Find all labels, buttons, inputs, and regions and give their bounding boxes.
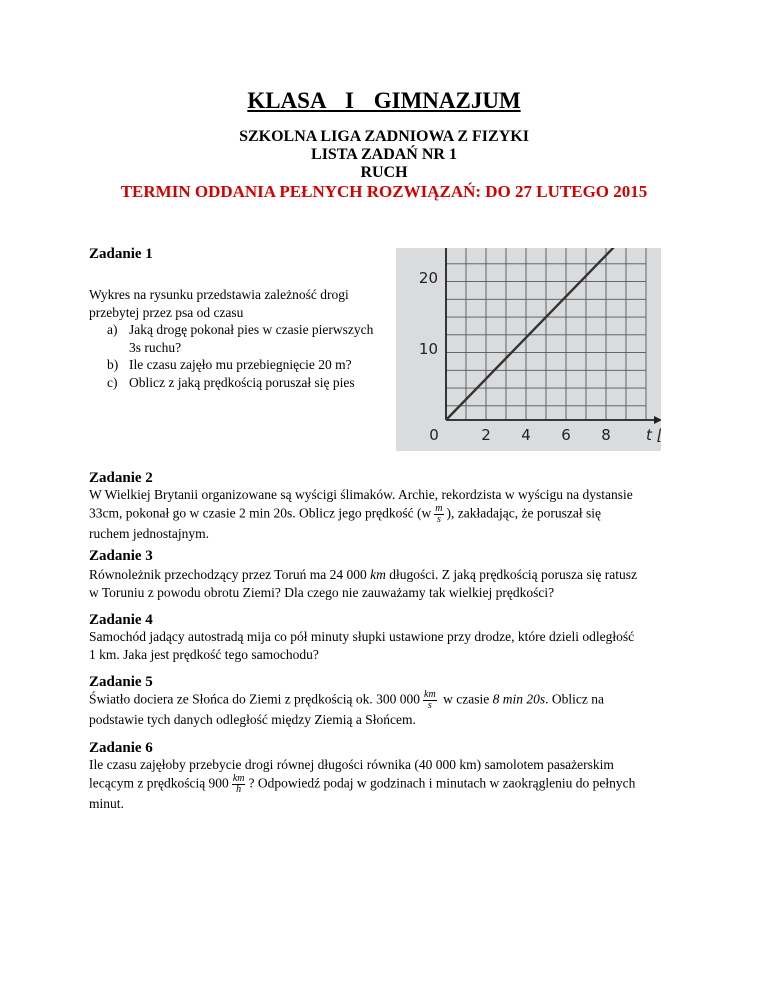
x-tick-label: 2 <box>481 426 491 444</box>
unit-km-per-s: $\frac{km}{s}$ <box>424 689 436 711</box>
x-axis-arrow <box>654 416 661 424</box>
task-4-body <box>89 628 699 663</box>
deadline: TERMIN ODDANIA PEŁNYCH ROZWIĄZAŃ: DO 27 LUTEGO 2015 <box>120 182 648 201</box>
unit-m-per-s: $\frac{m}{s}$ <box>435 502 443 525</box>
task-6-line2: lecącym z prędkością 900 $\frac{km}{h}$ ? Odpowiedź podaj w godzinach i minutach w zaokrągleniu do pełnych <box>89 772 636 795</box>
unit-km-per-h: $\frac{km}{h}$ <box>232 772 245 795</box>
task-1-item-c: c) Oblicz z jaką prędkością poruszał się pies <box>107 374 355 390</box>
task-2-line2: 33cm, pokonał go w czasie 2 min 20s. Oblicz jego prędkość (w $\frac{m}{s}$ ), zakładając, że poruszał się <box>89 502 601 525</box>
task-2-title: Zadanie 2 <box>89 470 153 486</box>
task-5-title: Zadanie 5 <box>89 674 153 690</box>
task-4-line1: Samochód jadący autostradą mija co pół minuty słupki ustawione przy drodze, które dzieli odległość <box>89 629 635 644</box>
task-5-line1: Światło dociera ze Słońca do Ziemi z prędkością ok. 300 000 $\frac{km}{s}$ w czasie 8 min 20s. Oblicz na <box>89 689 604 711</box>
league-title: SZKOLNA LIGA ZADNIOWA Z FIZYKI <box>239 128 529 145</box>
list-title: LISTA ZADAŃ NR 1 <box>311 146 457 163</box>
task-2-line1: W Wielkiej Brytanii organizowane są wyścigi ślimaków. Archie, rekordzista w wyścigu na dystansie <box>89 487 633 502</box>
task-4-line2: 1 km. Jaka jest prędkość tego samochodu? <box>89 646 319 662</box>
task-2-body <box>89 486 689 542</box>
task-4-title: Zadanie 4 <box>89 612 153 628</box>
task-5-line2: podstawie tych danych odległość między Ziemią a Słońcem. <box>89 712 416 727</box>
task-6-line3: minut. <box>89 795 124 811</box>
task-6-title: Zadanie 6 <box>89 740 153 756</box>
topic-title: RUCH <box>360 164 408 181</box>
x-tick-label: 6 <box>561 426 571 444</box>
task-3-title: Zadanie 3 <box>89 548 153 564</box>
chart-svg <box>396 248 661 451</box>
x-tick-label: 8 <box>601 426 611 444</box>
x-axis-label: t <box>646 426 652 444</box>
class-title: KLASA I GIMNAZJUM <box>247 88 521 113</box>
task-1-body <box>89 286 379 391</box>
task-3-line2: w Toruniu z powodu obrotu Ziemi? Dla czego nie zauważamy tak wielkiej prędkości? <box>89 584 555 600</box>
distance-time-chart <box>396 248 661 451</box>
x-tick-label: 0 <box>429 426 439 444</box>
task-6-body <box>89 756 699 812</box>
task-5-body <box>89 690 699 729</box>
task-3-body <box>89 566 699 601</box>
task-1-item-b: b) Ile czasu zajęło mu przebiegnięcie 20 m? <box>107 357 352 372</box>
y-tick-label: 10 <box>418 340 438 358</box>
task-1-title: Zadanie 1 <box>89 246 153 262</box>
task-6-line1: Ile czasu zajęłoby przebycie drogi równej długości równika (40 000 km) samolotem pasażerskim <box>89 757 614 772</box>
task-2-line3: ruchem jednostajnym. <box>89 525 209 541</box>
y-tick-label: 20 <box>418 269 438 287</box>
task-1-intro: Wykres na rysunku przedstawia zależność drogi przebytej przez psa od czasu <box>89 287 349 320</box>
data-line <box>446 248 648 420</box>
x-tick-label: 4 <box>521 426 531 444</box>
task-1-item-a: a) Jaką drogę pokonał pies w czasie pierwszych 3s ruchu? <box>107 322 374 355</box>
task-3-line1: Równoleżnik przechodzący przez Toruń ma 24 000 km długości. Z jaką prędkością porusza się ratusz <box>89 567 638 582</box>
